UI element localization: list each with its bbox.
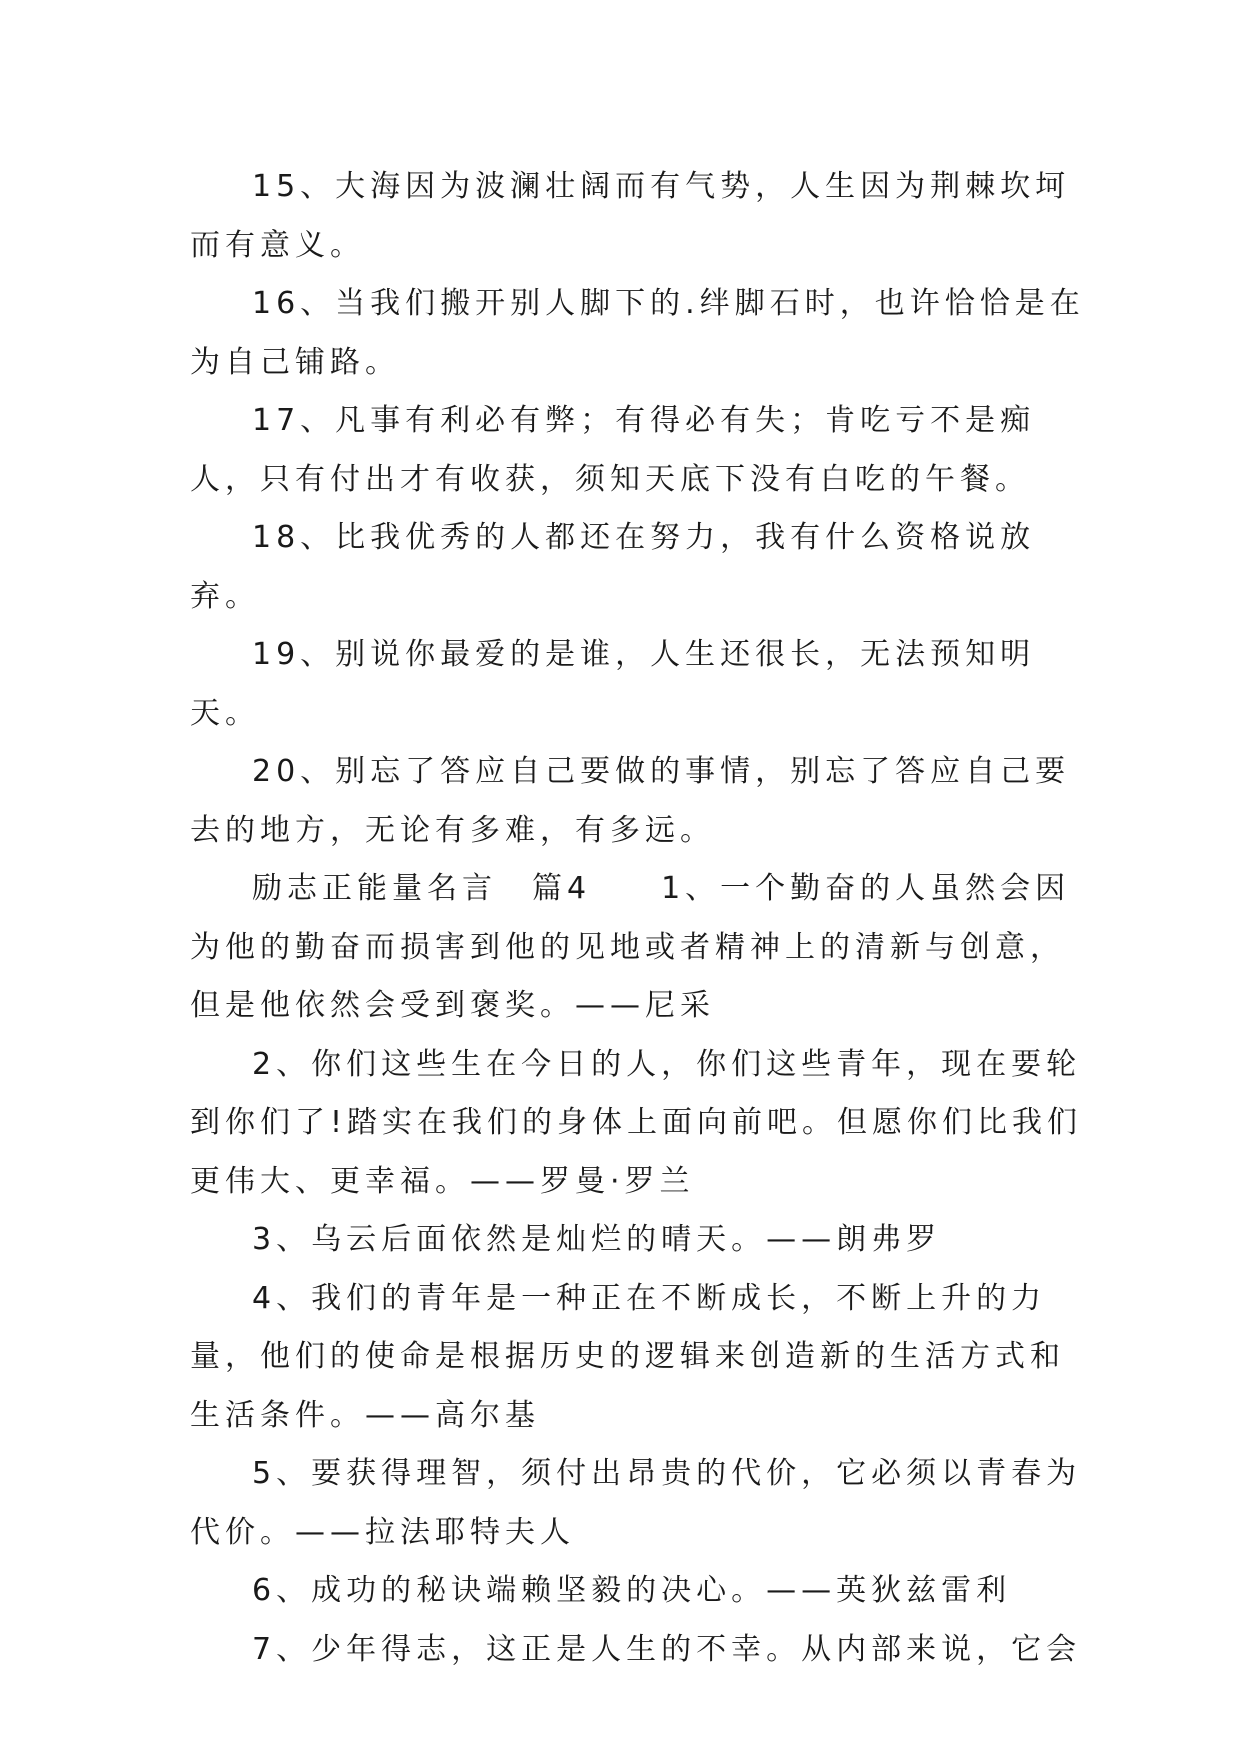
- paragraph-quote-15: 15、大海因为波澜壮阔而有气势，人生因为荆棘坎坷而有意义。: [190, 169, 1071, 263]
- paragraph-quote-20: 20、别忘了答应自己要做的事情，别忘了答应自己要去的地方，无论有多难，有多远。: [190, 754, 1071, 848]
- paragraph-quote-6: 6、成功的秘诀端赖坚毅的决心。——英狄兹雷利: [252, 1573, 1012, 1608]
- paragraph-quote-17: 17、凡事有利必有弊；有得必有失；肯吃亏不是痴人，只有付出才有收获，须知天底下没有白吃的午餐。: [190, 403, 1036, 497]
- paragraph-quote-19: 19、别说你最爱的是谁，人生还很长，无法预知明天。: [190, 637, 1036, 731]
- paragraph-quote-4: 4、我们的青年是一种正在不断成长，不断上升的力量，他们的使命是根据历史的逻辑来创造新的生活方式和生活条件。——高尔基: [190, 1280, 1065, 1433]
- paragraph-quote-7: 7、少年得志，这正是人生的不幸。从内部来说，它会: [252, 1631, 1082, 1667]
- body-text: [190, 158, 1090, 1679]
- paragraph-quote-18: 18、比我优秀的人都还在努力，我有什么资格说放弃。: [190, 520, 1036, 614]
- paragraph-quote-16: 16、当我们搬开别人脚下的.绊脚石时，也许恰恰是在为自己铺路。: [190, 286, 1085, 380]
- paragraph-section-4-quote-1: 励志正能量名言 篇4 1、一个勤奋的人虽然会因为他的勤奋而损害到他的见地或者精神上的清新与创意，但是他依然会受到褒奖。——尼采: [190, 871, 1071, 1023]
- paragraph-quote-2: 2、你们这些生在今日的人，你们这些青年，现在要轮到你们了!踏实在我们的身体上面向前吧。但愿你们比我们更伟大、更幸福。——罗曼·罗兰: [190, 1046, 1083, 1199]
- paragraph-quote-5: 5、要获得理智，须付出昂贵的代价，它必须以青春为代价。——拉法耶特夫人: [190, 1456, 1082, 1550]
- paragraph-quote-3: 3、乌云后面依然是灿烂的晴天。——朗弗罗: [252, 1222, 942, 1257]
